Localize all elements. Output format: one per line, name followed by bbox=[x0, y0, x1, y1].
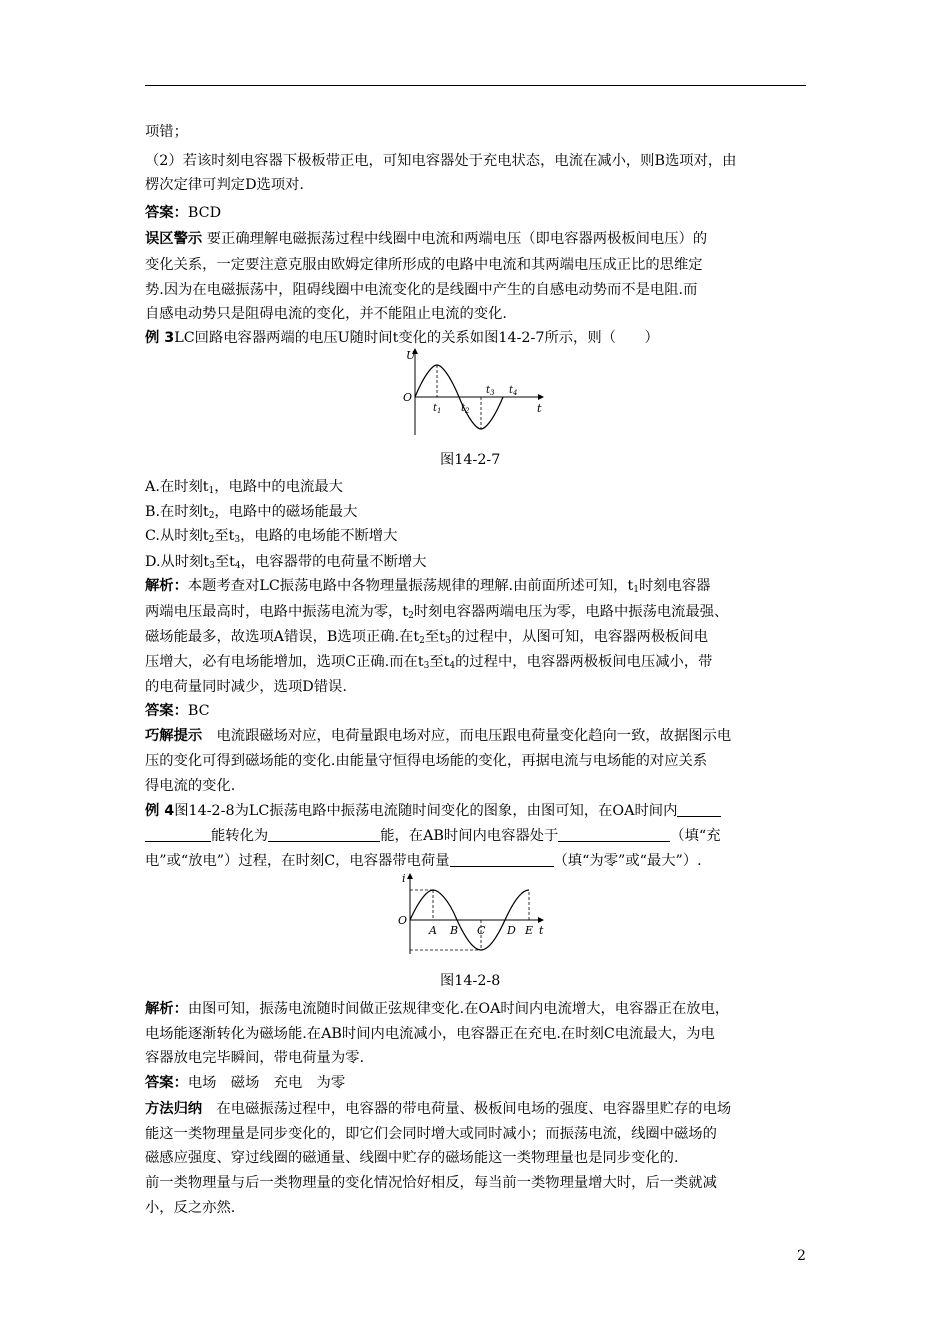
warning-heading-line: 误区警示 要正确理解电磁振荡过程中线圈中电流和两端电压（即电容器两极板间电压）的 bbox=[145, 231, 708, 247]
text-line: 自感电动势只是阻碍电流的变化，并不能阻止电流的变化. bbox=[145, 306, 507, 322]
text-line: 两端电压最高时，电路中振荡电流为零，$t_2$时刻电容器两端电压为零，电路中振荡电流最强、 bbox=[145, 604, 729, 621]
figure-14-2-8 bbox=[393, 870, 553, 958]
fill-blank[interactable] bbox=[558, 827, 670, 842]
example-4-line: 例 4图14-2-8为LC振荡电路中振荡电流随时间变化的图象，由图可知，在OA时间内 bbox=[145, 798, 807, 824]
text-line: 压的变化可得到磁场能的变化.由能量守恒得电场能的变化，再据电流与电场能的对应关系 bbox=[145, 753, 708, 769]
text-line: 磁场能最多，故选项A错误，B选项正确.在$t_2$至$t_3$的过程中，从图可知，电容器两极板间电 bbox=[145, 629, 709, 646]
text-line: 前一类物理量与后一类物理量的变化情况恰好相反，每当前一类物理量增大时，后一类就减 bbox=[145, 1175, 717, 1191]
option-d: D.从时刻$t_3$至$t_4$，电容器带的电荷量不断增大 bbox=[145, 554, 427, 571]
text-line: 磁感应强度、穿过线圈的磁通量、线圈中贮存的磁场能这一类物理量也是同步变化的. bbox=[145, 1150, 679, 1166]
example-4-line: 电”或“放电”）过程，在时刻C，电容器带电荷量 （填“为零”或“最大”）. bbox=[145, 853, 702, 869]
figure-14-2-7 bbox=[393, 345, 553, 440]
text-line: 项错； bbox=[145, 124, 188, 140]
answer-line: 答案：电场 磁场 充电 为零 bbox=[145, 1075, 346, 1091]
answer-line: 答案：BCD bbox=[145, 205, 222, 221]
text-line: （2）若该时刻电容器下极板带正电，可知电容器处于充电状态，电流在减小，则B选项对，由 bbox=[145, 153, 737, 169]
fill-blank[interactable] bbox=[268, 827, 380, 842]
text-line: 变化关系，一定要注意克服由欧姆定律所形成的电路中电流和其两端电压成正比的思维定 bbox=[145, 257, 703, 273]
example-4-line: 能转化为 能，在AB时间内电容器处于 （填“充 bbox=[145, 823, 807, 849]
tick-t4: $t_4$ bbox=[509, 385, 518, 397]
text-line: 得电流的变化. bbox=[145, 778, 236, 794]
axis-label-t: t bbox=[537, 402, 542, 415]
text-line: 电场能逐渐转化为磁场能.在AB时间内电流减小，电容器正在充电.在时刻C电流最大，为电 bbox=[145, 1026, 715, 1042]
axis-label-u: U bbox=[406, 349, 416, 362]
fill-blank[interactable] bbox=[450, 852, 554, 867]
tick-e: E bbox=[525, 924, 534, 937]
header-rule bbox=[145, 85, 806, 86]
option-b: B.在时刻$t_2$，电路中的磁场能最大 bbox=[145, 504, 358, 521]
tick-t1: $t_1$ bbox=[433, 403, 442, 415]
text-line: 的电荷量同时减少，选项D错误. bbox=[145, 679, 347, 695]
fill-blank[interactable] bbox=[145, 827, 211, 842]
tick-b: B bbox=[450, 924, 459, 937]
method-heading-line: 方法归纳 在电磁振荡过程中，电容器的带电荷量、极板间电场的强度、电容器里贮存的电场 bbox=[145, 1101, 732, 1117]
tick-a: A bbox=[429, 924, 437, 937]
origin-label: O bbox=[403, 391, 413, 404]
solution-line: 解析：本题考查对LC振荡电路中各物理量振荡规律的理解.由前面所述可知，$t_1$时刻电容器 bbox=[145, 578, 711, 595]
example-3-line: 例 3LC回路电容器两端的电压U随时间t变化的关系如图14-2-7所示，则（ ） bbox=[145, 330, 659, 346]
tick-c: C bbox=[477, 924, 486, 937]
answer-line: 答案：BC bbox=[145, 703, 210, 719]
axis-label-i: i bbox=[402, 872, 406, 885]
tip-heading-line: 巧解提示 电流跟磁场对应，电荷量跟电场对应，而电压跟电荷量变化趋向一致，故据图示电 bbox=[145, 728, 732, 744]
figure-caption: 图14-2-7 bbox=[440, 452, 501, 468]
solution-line: 解析：由图可知，振荡电流随时间做正弦规律变化.在OA时间内电流增大，电容器正在放电， bbox=[145, 1001, 730, 1017]
tick-t3: $t_3$ bbox=[486, 385, 495, 397]
page-number: 2 bbox=[797, 1248, 806, 1264]
figure-caption: 图14-2-8 bbox=[440, 973, 501, 989]
fill-blank[interactable] bbox=[677, 802, 721, 817]
text-line: 容器放电完毕瞬间，带电荷量为零. bbox=[145, 1050, 364, 1066]
option-c: C.从时刻$t_2$至$t_3$，电路的电场能不断增大 bbox=[145, 528, 398, 545]
axis-label-t: t bbox=[539, 924, 544, 937]
text-line: 能这一类物理量是同步变化的，即它们会同时增大或同时减小；而振荡电流，线圈中磁场的 bbox=[145, 1126, 717, 1142]
option-a: A.在时刻$t_1$，电路中的电流最大 bbox=[145, 479, 343, 496]
origin-label: O bbox=[398, 914, 408, 927]
text-line: 楞次定律可判定D选项对. bbox=[145, 177, 304, 193]
text-line: 势.因为在电磁振荡中，阻碍线圈中电流变化的是线圈中产生的自感电动势而不是电阻.而 bbox=[145, 282, 698, 298]
text-line: 小，反之亦然. bbox=[145, 1200, 236, 1216]
text-line: 压增大，必有电场能增加，选项C正确.而在$t_3$至$t_4$的过程中，电容器两极板间电压减小，带 bbox=[145, 654, 713, 671]
tick-t2: $t_2$ bbox=[461, 403, 470, 415]
tick-d: D bbox=[507, 924, 516, 937]
